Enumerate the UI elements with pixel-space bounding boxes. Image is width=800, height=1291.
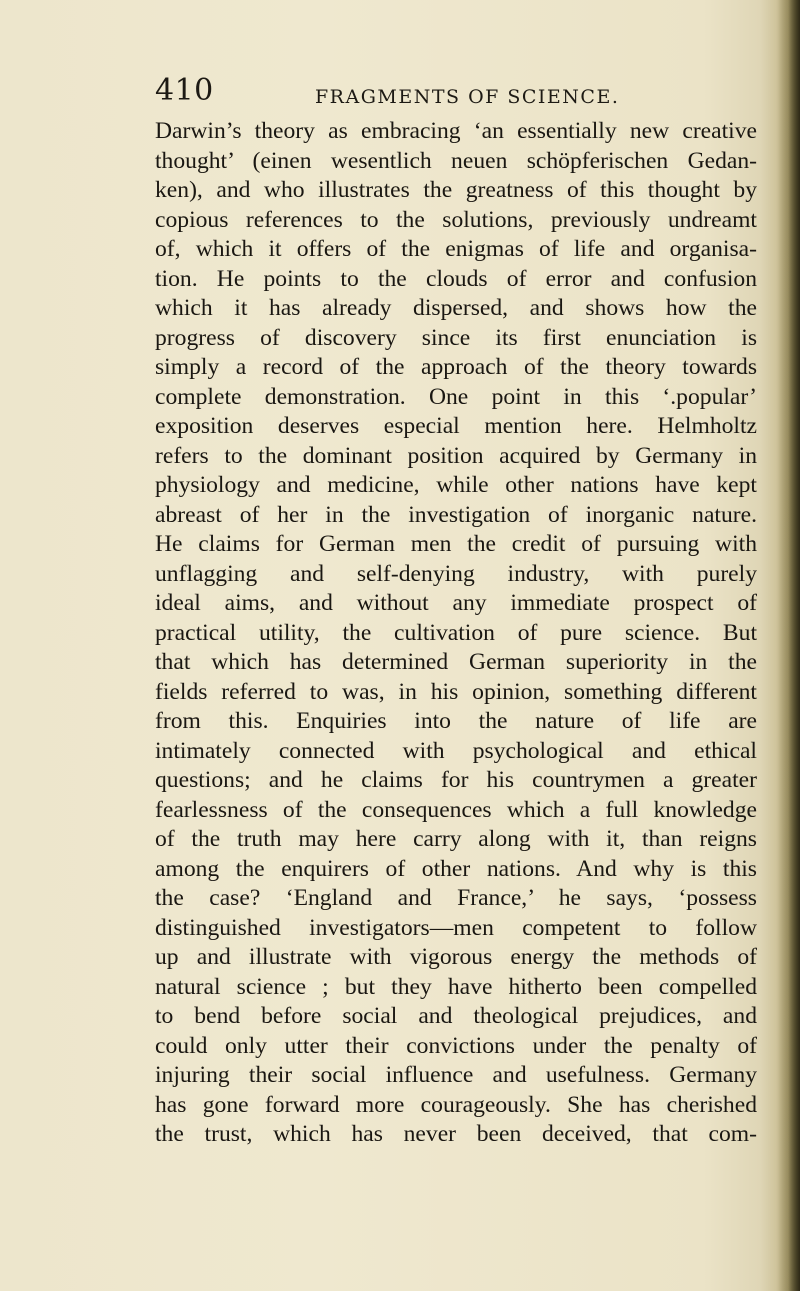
running-title: FRAGMENTS OF SCIENCE. (315, 86, 620, 108)
text-line: natural science ; but they have hitherto been compelled (155, 973, 757, 1000)
text-line: of the truth may here carry along with it, than reigns (155, 826, 757, 852)
text-line: injuring their social influence and usefulness. Germany (155, 1062, 757, 1088)
text-line: He claims for German men the credit of pursuing with (155, 531, 757, 557)
running-header (155, 73, 755, 116)
text-line: has gone forward more courageously. She has cherished (155, 1091, 757, 1118)
body-text (155, 117, 757, 1150)
text-line: tion. He points to the clouds of error and confusion (155, 265, 757, 292)
text-line: up and illustrate with vigorous energy the methods of (155, 944, 757, 970)
text-line: physiology and medicine, while other nations have kept (155, 472, 757, 498)
text-line: from this. Enquiries into the nature of life are (155, 708, 757, 734)
text-line: distinguished investigators—men competent to follow (155, 914, 757, 941)
text-line: Darwin’s theory as embracing ‘an essentially new creative (155, 118, 757, 144)
text-line: thought’ (einen wesentlich neuen schöpferischen Gedan- (155, 147, 757, 174)
text-line: copious references to the solutions, previously undreamt (155, 206, 757, 233)
text-line: the case? ‘England and France,’ he says, ‘possess (155, 885, 757, 911)
text-line: questions; and he claims for his countrymen a greater (155, 767, 757, 793)
text-line: of, which it offers of the enigmas of life and organisa- (155, 236, 757, 262)
page-spine-shadow (778, 0, 800, 1291)
text-line: fields referred to was, in his opinion, something different (155, 678, 757, 705)
text-line: intimately connected with psychological and ethical (155, 737, 757, 764)
text-line: simply a record of the approach of the theory towards (155, 354, 757, 380)
text-line: refers to the dominant position acquired by Germany in (155, 442, 757, 469)
text-line: abreast of her in the investigation of inorganic nature. (155, 501, 757, 528)
text-line: to bend before social and theological prejudices, and (155, 1003, 757, 1029)
text-line: progress of discovery since its first enunciation is (155, 324, 757, 351)
text-line: among the enquirers of other nations. And why is this (155, 855, 757, 882)
text-line: could only utter their convictions under the penalty of (155, 1032, 757, 1059)
text-line: exposition deserves especial mention here. Helmholtz (155, 413, 757, 439)
text-line: which it has already dispersed, and shows how the (155, 295, 757, 321)
text-line: fearlessness of the consequences which a full knowledge (155, 796, 757, 823)
text-line: that which has determined German superiority in the (155, 649, 757, 675)
text-line: ideal aims, and without any immediate prospect of (155, 590, 757, 616)
text-line: the trust, which has never been deceived, that com- (155, 1121, 757, 1147)
text-line: ken), and who illustrates the greatness of this thought by (155, 177, 757, 203)
page-number: 410 (155, 73, 214, 108)
text-line: complete demonstration. One point in this ‘.popular’ (155, 383, 757, 410)
text-line: unflagging and self-denying industry, with purely (155, 560, 757, 587)
text-line: practical utility, the cultivation of pure science. But (155, 619, 757, 646)
